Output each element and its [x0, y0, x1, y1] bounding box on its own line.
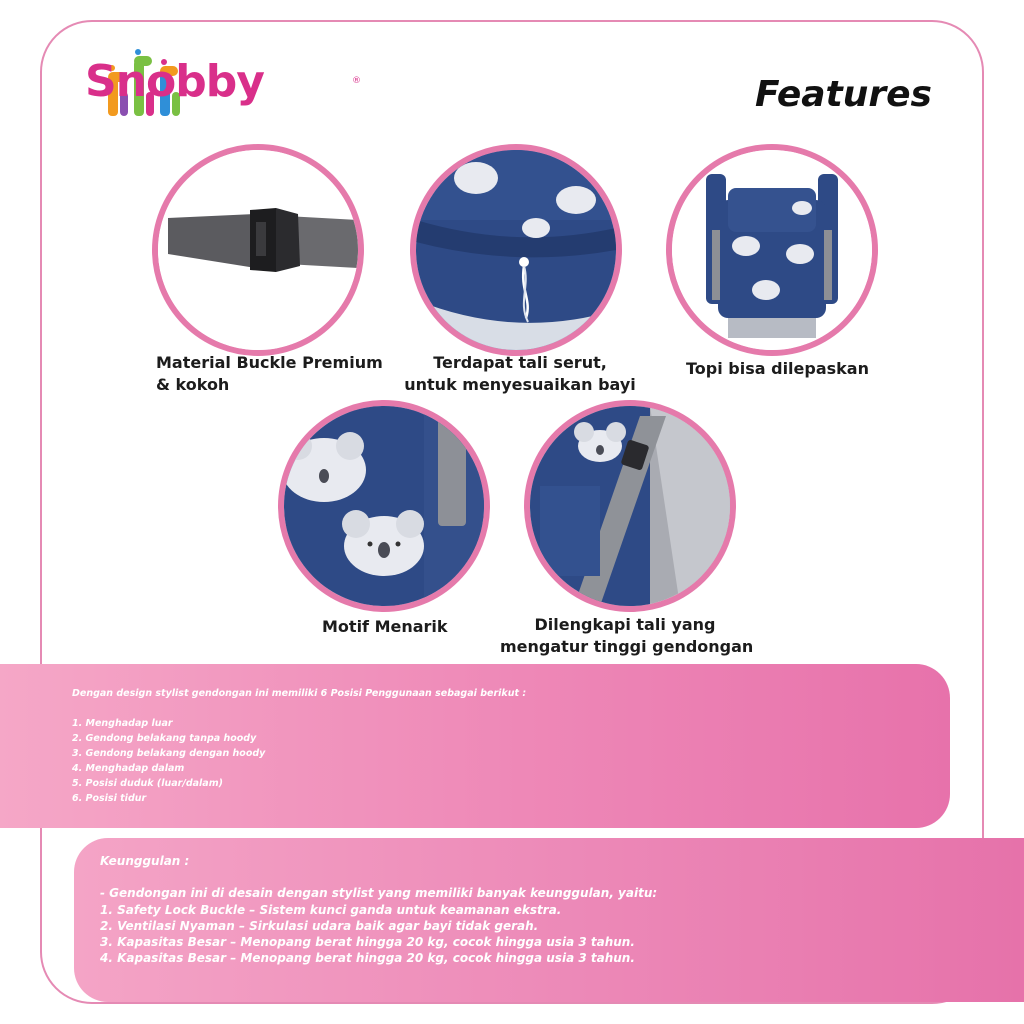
list-item: 2. Ventilasi Nyaman – Sirkulasi udara baik agar bayi tidak gerah.: [100, 918, 539, 933]
feature-image-hood: [666, 144, 878, 356]
caption-line: & kokoh: [156, 375, 230, 394]
list-item: 2. Gendong belakang tanpa hoody: [72, 733, 257, 744]
spacer: [72, 701, 526, 716]
list-item: 3. Gendong belakang dengan hoody: [72, 748, 266, 759]
caption-line: untuk menyesuaikan bayi: [404, 375, 636, 394]
koala-motif-icon: [284, 406, 484, 606]
feature-image-motif: [278, 400, 490, 612]
advantages-text: [100, 853, 657, 966]
buckle-icon: [158, 150, 358, 350]
feature-caption-buckle: [156, 352, 383, 396]
list-item: 5. Posisi duduk (luar/dalam): [72, 778, 223, 789]
list-item: 4. Kapasitas Besar – Menopang berat hingga 20 kg, cocok hingga usia 3 tahun.: [100, 951, 635, 966]
caption-line: Dilengkapi tali yang: [534, 615, 716, 634]
advantages-heading: Keunggulan :: [100, 854, 190, 868]
list-item: 4. Menghadap dalam: [72, 763, 185, 774]
feature-image-drawstring: [410, 144, 622, 356]
drawstring-icon: [416, 150, 616, 350]
list-item: 3. Kapasitas Besar – Menopang berat hingga 20 kg, cocok hingga usia 3 tahun.: [100, 935, 635, 949]
caption-line: mengatur tinggi gendongan: [500, 637, 754, 656]
positions-text: [72, 686, 526, 806]
caption-line: Terdapat tali serut,: [433, 353, 607, 372]
registered-mark: ®: [352, 76, 361, 86]
list-item: 1. Safety Lock Buckle – Sistem kunci ganda untuk keamanan ekstra.: [100, 902, 562, 917]
feature-caption-hood: [686, 358, 869, 380]
feature-image-strap: [524, 400, 736, 612]
strap-adjuster-icon: [530, 406, 730, 606]
feature-caption-drawstring: [400, 352, 640, 396]
positions-intro: Dengan design stylist gendongan ini memiliki 6 Posisi Penggunaan sebagai berikut :: [72, 688, 527, 699]
hood-icon: [672, 150, 872, 350]
caption-line: Motif Menarik: [322, 617, 448, 636]
caption-line: Material Buckle Premium: [156, 353, 383, 372]
feature-caption-motif: [322, 616, 448, 638]
brand-name: Snobby: [85, 56, 264, 107]
feature-caption-strap: [500, 614, 754, 658]
feature-image-buckle: [152, 144, 364, 356]
spacer: [100, 869, 657, 885]
list-item: 1. Menghadap luar: [72, 718, 173, 729]
page-title: Features: [755, 74, 932, 115]
caption-line: Topi bisa dilepaskan: [686, 359, 869, 378]
list-item: 6. Posisi tidur: [72, 793, 147, 804]
advantages-intro: - Gendongan ini di desain dengan stylist yang memiliki banyak keunggulan, yaitu:: [100, 886, 658, 901]
